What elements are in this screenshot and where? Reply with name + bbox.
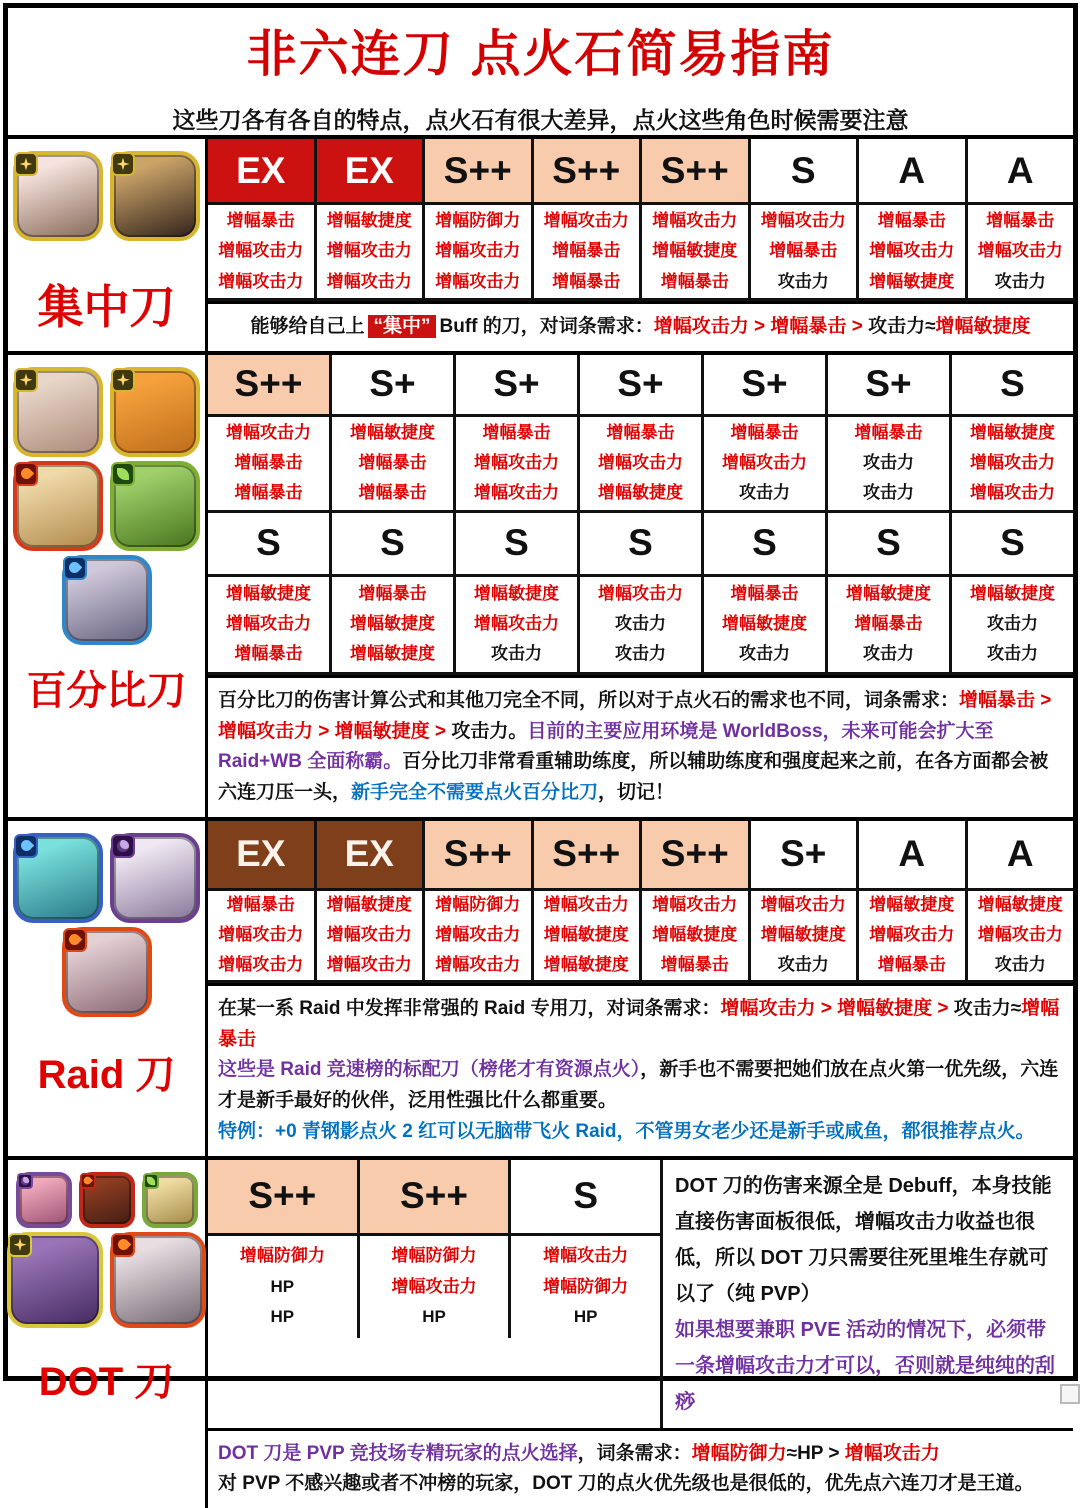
note-text-segment: 增幅攻击力 > 增幅敏捷度 > xyxy=(720,998,953,1019)
stat-cell xyxy=(425,891,534,980)
stat-line: 增幅攻击力 xyxy=(327,267,412,297)
dark-glyph xyxy=(20,1176,28,1184)
stat-line: 增幅攻击力 xyxy=(218,267,303,297)
grade-cell: S+ xyxy=(580,355,704,414)
stat-line: 攻击力 xyxy=(491,639,542,669)
stat-line: 增幅攻击力 xyxy=(543,1241,628,1271)
grade-table xyxy=(208,821,1073,983)
wind-glyph xyxy=(117,468,129,480)
stat-line: 增幅暴击 xyxy=(235,478,303,508)
portrait-icon xyxy=(110,1232,206,1328)
stat-line: 增幅暴击 xyxy=(855,609,923,639)
grade-cell: EX xyxy=(208,139,317,202)
stat-line: 增幅攻击力 xyxy=(226,418,311,448)
guide-table xyxy=(3,3,1078,1381)
dot-description-paragraph xyxy=(675,1312,1061,1420)
stat-cell xyxy=(968,205,1074,298)
portrait-icon xyxy=(13,367,103,457)
grade-cell: A xyxy=(968,821,1074,888)
stat-line: 增幅攻击力 xyxy=(327,920,412,950)
stat-line: 增幅攻击力 xyxy=(474,609,559,639)
wind-element-icon xyxy=(143,1173,159,1189)
dark-element-icon xyxy=(111,834,135,858)
note-text-segment: 特例：+0 青钢影点火 2 红可以无脑带飞火 Raid，不管男女老少还是新手或咸鱼，都很推荐点火。 xyxy=(218,1121,1035,1142)
dot-wrap xyxy=(208,1160,1073,1431)
stat-line: 增幅攻击力 xyxy=(218,920,303,950)
note-text-segment: 增幅暴击 xyxy=(218,998,1059,1050)
stat-line: 增幅敏捷度 xyxy=(722,609,807,639)
note-text-segment: 百分比刀的伤害计算公式和其他刀完全不同，所以对于点火石的需求也不同，词条需求： xyxy=(218,690,959,711)
portrait-icon xyxy=(13,151,103,241)
stat-line: 增幅暴击 xyxy=(359,448,427,478)
stat-line: 增幅防御力 xyxy=(240,1241,325,1271)
stat-line: 攻击力 xyxy=(615,639,666,669)
note-text-segment: 攻击力≈ xyxy=(954,998,1021,1019)
section-label: 集中刀 xyxy=(38,271,176,337)
stat-cell xyxy=(534,891,643,980)
section-dot xyxy=(8,1156,1073,1508)
grade-cell: S xyxy=(952,355,1073,414)
stat-line: 攻击力 xyxy=(987,609,1038,639)
stat-line: 增幅敏捷度 xyxy=(598,478,683,508)
stat-line: 攻击力 xyxy=(778,950,829,980)
section-label: 百分比刀 xyxy=(27,659,187,716)
stat-line: 增幅暴击 xyxy=(731,418,799,448)
stat-line: 增幅攻击力 xyxy=(435,950,520,980)
section-raid-left xyxy=(8,821,208,1156)
stat-line: 增幅攻击力 xyxy=(869,236,954,266)
note-paragraph xyxy=(218,1117,1063,1148)
grade-cell: S xyxy=(828,513,952,574)
grade-table xyxy=(208,355,1073,513)
stat-line: 增幅防御力 xyxy=(392,1241,477,1271)
stat-line: 攻击力 xyxy=(987,639,1038,669)
grade-cell: S++ xyxy=(360,1160,512,1233)
stat-line: 攻击力 xyxy=(863,478,914,508)
grade-cell: S+ xyxy=(704,355,828,414)
dark-element-icon xyxy=(17,1173,33,1189)
section-note xyxy=(208,675,1073,817)
grade-cell: S xyxy=(208,513,332,574)
note-text-segment: ，切记！ xyxy=(598,782,674,803)
stat-line: 增幅敏捷度 xyxy=(544,920,629,950)
stat-line: 增幅敏捷度 xyxy=(350,609,435,639)
fire-glyph xyxy=(67,932,83,948)
stat-line: 增幅敏捷度 xyxy=(970,418,1055,448)
note-text-segment: DOT 刀是 PVP 竞技场专精玩家的点火选择 xyxy=(218,1443,578,1464)
grade-cell: S++ xyxy=(208,1160,360,1233)
water-glyph xyxy=(67,560,83,576)
portrait-row xyxy=(16,1172,198,1228)
stat-cell xyxy=(828,417,952,510)
stat-line: 增幅攻击力 xyxy=(761,890,846,920)
note-text-segment: ，词条需求： xyxy=(578,1443,692,1464)
stat-line: 增幅防御力 xyxy=(435,890,520,920)
stat-line: HP xyxy=(422,1302,446,1332)
grade-cell: S++ xyxy=(425,821,534,888)
portrait-row xyxy=(62,555,152,645)
note-text-segment: 增幅暴击 > 增幅攻击力 > 增幅敏捷度 > xyxy=(218,690,1051,742)
grade-row xyxy=(208,139,1073,205)
stat-line: 增幅攻击力 xyxy=(474,478,559,508)
stat-line: HP xyxy=(271,1302,295,1332)
note-paragraph xyxy=(218,1469,1063,1500)
stat-line: 增幅敏捷度 xyxy=(970,579,1055,609)
stat-cell xyxy=(704,417,828,510)
note-text-segment: 增幅攻击力 xyxy=(845,1443,940,1464)
dot-grades xyxy=(208,1160,663,1428)
section-note xyxy=(208,1431,1073,1508)
portrait-icon xyxy=(79,1172,135,1228)
grade-cell: S++ xyxy=(642,139,751,202)
sections-container xyxy=(8,135,1073,1508)
stat-line: 增幅暴击 xyxy=(731,579,799,609)
stat-cell xyxy=(580,577,704,672)
stat-line: 增幅敏捷度 xyxy=(869,890,954,920)
portrait-icon xyxy=(110,367,200,457)
stat-line: 攻击力 xyxy=(863,639,914,669)
section-note xyxy=(208,983,1073,1156)
portrait-row xyxy=(62,927,152,1017)
stat-cell xyxy=(751,205,860,298)
wind-glyph xyxy=(146,1176,154,1184)
stat-line: 增幅攻击力 xyxy=(435,236,520,266)
note-text-segment: 这些是 Raid 竞速榜的标配刀（榜佬才有资源点火） xyxy=(218,1059,640,1080)
stat-line: 增幅攻击力 xyxy=(722,448,807,478)
fire-glyph xyxy=(115,1237,131,1253)
note-text-segment: 在某一系 Raid 中发挥非常强的 Raid 专用刀，对词条需求： xyxy=(218,998,720,1019)
header xyxy=(8,8,1073,135)
stat-line: 增幅敏捷度 xyxy=(761,920,846,950)
stat-cell xyxy=(456,577,580,672)
section-jizhong xyxy=(8,135,1073,351)
stat-line: 增幅攻击力 xyxy=(598,448,683,478)
stat-line: 增幅防御力 xyxy=(435,206,520,236)
stat-cell xyxy=(859,205,968,298)
grade-cell: S xyxy=(704,513,828,574)
grade-cell: S+ xyxy=(751,821,860,888)
stat-line: 增幅暴击 xyxy=(878,950,946,980)
stat-line: 增幅攻击力 xyxy=(761,206,846,236)
note-paragraph xyxy=(250,312,1030,343)
dark-glyph xyxy=(117,840,129,852)
grade-row xyxy=(208,821,1073,891)
grade-cell: S xyxy=(751,139,860,202)
note-text-segment: 攻击力≈ xyxy=(868,316,935,337)
grade-cell: A xyxy=(968,139,1074,202)
stat-cell xyxy=(534,205,643,298)
grade-row xyxy=(208,355,1073,417)
grade-row xyxy=(208,513,1073,577)
section-label: Raid 刀 xyxy=(38,1043,176,1100)
stat-cell xyxy=(332,577,456,672)
note-text-segment: 攻击力。 xyxy=(451,721,527,742)
stat-line: 攻击力 xyxy=(995,267,1046,297)
note-text-segment: 增幅防御力 xyxy=(692,1443,787,1464)
fire-element-icon xyxy=(80,1173,96,1189)
stat-line: 增幅攻击力 xyxy=(327,950,412,980)
note-text-segment: 目前的主要应用环境是 WorldBoss，未来可能会扩大至 Raid+WB 全面称霸。 xyxy=(218,721,994,773)
stat-line: 增幅敏捷度 xyxy=(652,236,737,266)
portrait-row xyxy=(13,461,200,551)
grade-table xyxy=(208,139,1073,301)
section-note xyxy=(208,301,1073,351)
stat-line: 增幅敏捷度 xyxy=(350,639,435,669)
grade-cell: S xyxy=(332,513,456,574)
stats-row xyxy=(208,1236,660,1338)
stat-cell xyxy=(425,205,534,298)
portrait-icon xyxy=(62,927,152,1017)
stat-line: 增幅攻击力 xyxy=(652,890,737,920)
grade-cell: EX xyxy=(208,821,317,888)
portrait-icon xyxy=(62,555,152,645)
stat-line: 增幅暴击 xyxy=(661,950,729,980)
stat-line: 增幅攻击力 xyxy=(544,890,629,920)
stat-cell xyxy=(952,577,1073,672)
note-text-segment: 能够给自己上 xyxy=(250,316,364,337)
portrait-icon xyxy=(16,1172,72,1228)
stat-line: 增幅攻击力 xyxy=(978,236,1063,266)
light-element-icon xyxy=(14,368,38,392)
stat-cell xyxy=(332,417,456,510)
portrait-icon xyxy=(7,1232,103,1328)
stat-line: 增幅暴击 xyxy=(359,579,427,609)
stat-line: 增幅攻击力 xyxy=(226,609,311,639)
stat-cell xyxy=(360,1236,512,1338)
stats-row xyxy=(208,205,1073,301)
water-glyph xyxy=(18,838,34,854)
stat-cell xyxy=(580,417,704,510)
stat-cell xyxy=(859,891,968,980)
grade-cell: S+ xyxy=(332,355,456,414)
note-paragraph xyxy=(218,1439,1063,1470)
stat-cell xyxy=(317,891,426,980)
note-text-segment: Buff 的刀，对词条需求： xyxy=(440,316,654,337)
note-paragraph xyxy=(218,1055,1063,1117)
stat-line: 增幅攻击力 xyxy=(474,448,559,478)
grade-table xyxy=(208,1160,660,1338)
stat-line: 增幅敏捷度 xyxy=(652,920,737,950)
grade-cell: S xyxy=(456,513,580,574)
note-text-segment: 对 PVP 不感兴趣或者不冲榜的玩家，DOT 刀的点火优先级也是很低的，优先点六连刀才是王道。 xyxy=(218,1473,1034,1494)
stat-cell xyxy=(208,417,332,510)
section-dot-left xyxy=(8,1160,208,1508)
stats-row xyxy=(208,891,1073,983)
stat-cell xyxy=(828,577,952,672)
portrait-icon xyxy=(110,461,200,551)
grade-cell: S++ xyxy=(208,355,332,414)
grade-cell: A xyxy=(859,821,968,888)
portrait-icon xyxy=(142,1172,198,1228)
stat-line: 增幅攻击力 xyxy=(218,950,303,980)
stat-line: 增幅攻击力 xyxy=(218,236,303,266)
stat-line: 增幅敏捷度 xyxy=(327,890,412,920)
highlight-badge: “集中” xyxy=(368,315,435,338)
stat-line: 增幅攻击力 xyxy=(544,206,629,236)
stat-line: 攻击力 xyxy=(739,478,790,508)
portrait-icon xyxy=(13,833,103,923)
stat-line: 增幅敏捷度 xyxy=(544,950,629,980)
grade-cell: S+ xyxy=(828,355,952,414)
section-label: DOT 刀 xyxy=(39,1350,175,1407)
stat-cell xyxy=(208,891,317,980)
grade-cell: S++ xyxy=(642,821,751,888)
portrait-row xyxy=(13,833,200,923)
stat-line: 增幅暴击 xyxy=(855,418,923,448)
stat-line: 增幅暴击 xyxy=(235,448,303,478)
section-baifenbi-left xyxy=(8,355,208,817)
grade-table xyxy=(208,513,1073,675)
stat-line: 增幅暴击 xyxy=(552,236,620,266)
fire-glyph xyxy=(18,466,34,482)
wind-element-icon xyxy=(111,462,135,486)
stat-line: 增幅暴击 xyxy=(769,236,837,266)
section-baifenbi-content xyxy=(208,355,1073,817)
stat-cell xyxy=(642,891,751,980)
stat-line: 增幅暴击 xyxy=(986,206,1054,236)
grade-row xyxy=(208,1160,660,1236)
stat-line: 增幅攻击力 xyxy=(970,448,1055,478)
grade-cell: EX xyxy=(317,139,426,202)
stat-line: 增幅攻击力 xyxy=(978,920,1063,950)
grade-cell: S xyxy=(952,513,1073,574)
light-glyph xyxy=(117,158,130,171)
water-element-icon xyxy=(14,834,38,858)
grade-cell: S xyxy=(580,513,704,574)
stat-cell xyxy=(208,205,317,298)
page-title: 非六连刀 点火石简易指南 xyxy=(247,14,835,86)
note-text-segment: 增幅攻击力 > 增幅暴击 > xyxy=(654,316,868,337)
stat-line: 增幅敏捷度 xyxy=(474,579,559,609)
stat-line: 增幅暴击 xyxy=(359,478,427,508)
portrait-icon xyxy=(110,833,200,923)
stat-line: 增幅攻击力 xyxy=(598,579,683,609)
note-text-segment: 新手完全不需要点火百分比刀 xyxy=(351,782,598,803)
section-baifenbi xyxy=(8,351,1073,817)
grade-cell: S+ xyxy=(456,355,580,414)
fire-glyph xyxy=(82,1175,93,1186)
stats-row xyxy=(208,417,1073,513)
portrait-row xyxy=(13,367,200,457)
stat-line: 增幅攻击力 xyxy=(435,920,520,950)
stat-line: 增幅敏捷度 xyxy=(350,418,435,448)
grade-cell: A xyxy=(859,139,968,202)
stat-cell xyxy=(968,891,1074,980)
stat-line: 增幅攻击力 xyxy=(652,206,737,236)
stat-line: 增幅攻击力 xyxy=(435,267,520,297)
stat-line: 增幅攻击力 xyxy=(392,1272,477,1302)
portrait-icon xyxy=(110,151,200,241)
note-text-segment: 百分比刀非常看重辅助练度，所以辅助练度和强度起来之前，在各方面都会被六连刀压一头， xyxy=(218,751,1048,803)
light-glyph xyxy=(14,1238,27,1251)
stat-line: 增幅防御力 xyxy=(543,1272,628,1302)
stat-cell xyxy=(456,417,580,510)
dot-description-paragraph xyxy=(675,1168,1061,1312)
portrait-row xyxy=(13,151,200,241)
stat-line: 攻击力 xyxy=(863,448,914,478)
grade-cell: S++ xyxy=(425,139,534,202)
stat-line: 增幅暴击 xyxy=(552,267,620,297)
stat-line: 增幅暴击 xyxy=(227,206,295,236)
stat-line: 增幅暴击 xyxy=(235,639,303,669)
grade-cell: EX xyxy=(317,821,426,888)
stats-row xyxy=(208,577,1073,675)
stat-line: 攻击力 xyxy=(778,267,829,297)
grade-cell: S xyxy=(511,1160,660,1233)
light-glyph xyxy=(20,158,33,171)
dot-description xyxy=(663,1160,1073,1428)
note-paragraph xyxy=(218,994,1063,1056)
section-jizhong-content xyxy=(208,139,1073,351)
light-element-icon xyxy=(8,1233,32,1257)
note-text-segment: 如果想要兼职 PVE 活动的情况下，必须带一条增幅攻击力才可以，否则就是纯纯的刮痧 xyxy=(675,1319,1055,1413)
stat-line: 增幅敏捷度 xyxy=(978,890,1063,920)
stat-cell xyxy=(952,417,1073,510)
stat-line: 增幅暴击 xyxy=(483,418,551,448)
portrait-icon xyxy=(13,461,103,551)
note-paragraph xyxy=(218,686,1063,809)
section-raid-content xyxy=(208,821,1073,1156)
stat-line: 增幅敏捷度 xyxy=(226,579,311,609)
note-text-segment: 增幅敏捷度 xyxy=(936,316,1031,337)
grade-cell: S++ xyxy=(534,821,643,888)
light-element-icon xyxy=(14,152,38,176)
stat-line: 增幅暴击 xyxy=(227,890,295,920)
stat-line: 增幅攻击力 xyxy=(970,478,1055,508)
light-glyph xyxy=(117,373,130,386)
fire-element-icon xyxy=(63,928,87,952)
stat-cell xyxy=(642,205,751,298)
light-element-icon xyxy=(111,152,135,176)
section-jizhong-left xyxy=(8,139,208,351)
fire-element-icon xyxy=(14,462,38,486)
grade-cell: S++ xyxy=(534,139,643,202)
section-raid xyxy=(8,817,1073,1156)
stat-cell xyxy=(208,1236,360,1338)
water-element-icon xyxy=(63,556,87,580)
scrollbar-corner xyxy=(1060,1384,1080,1404)
stat-cell xyxy=(208,577,332,672)
stat-cell xyxy=(511,1236,660,1338)
stat-cell xyxy=(704,577,828,672)
fire-element-icon xyxy=(111,1233,135,1257)
stat-line: 增幅敏捷度 xyxy=(327,206,412,236)
stat-cell xyxy=(317,205,426,298)
stat-line: 增幅暴击 xyxy=(661,267,729,297)
stat-line: 增幅暴击 xyxy=(878,206,946,236)
note-text-segment: DOT 刀的伤害来源全是 Debuff，本身技能直接伤害面板很低，增幅攻击力收益也很低，所以 DOT 刀只需要往死里堆生存就可以了（纯 PVP） xyxy=(675,1175,1052,1305)
stat-line: HP xyxy=(574,1302,598,1332)
light-element-icon xyxy=(111,368,135,392)
stat-cell xyxy=(751,891,860,980)
light-glyph xyxy=(20,373,33,386)
stat-line: 增幅敏捷度 xyxy=(869,267,954,297)
stat-line: 增幅攻击力 xyxy=(869,920,954,950)
stat-line: 攻击力 xyxy=(739,639,790,669)
note-text-segment: ≈HP > xyxy=(787,1443,845,1464)
stat-line: 增幅暴击 xyxy=(607,418,675,448)
stat-line: HP xyxy=(271,1272,295,1302)
note-text-segment: ，新手也不需要把她们放在点火第一优先级，六连才是新手最好的伙伴，泛用性强比什么都重要。 xyxy=(218,1059,1058,1111)
stat-line: 攻击力 xyxy=(615,609,666,639)
stat-line: 增幅攻击力 xyxy=(327,236,412,266)
page-subtitle: 这些刀各有各自的特点，点火石有很大差异，点火这些角色时候需要注意 xyxy=(173,102,909,135)
stat-line: 攻击力 xyxy=(995,950,1046,980)
section-dot-content xyxy=(208,1160,1073,1508)
stat-line: 增幅敏捷度 xyxy=(846,579,931,609)
portrait-row xyxy=(7,1232,206,1328)
